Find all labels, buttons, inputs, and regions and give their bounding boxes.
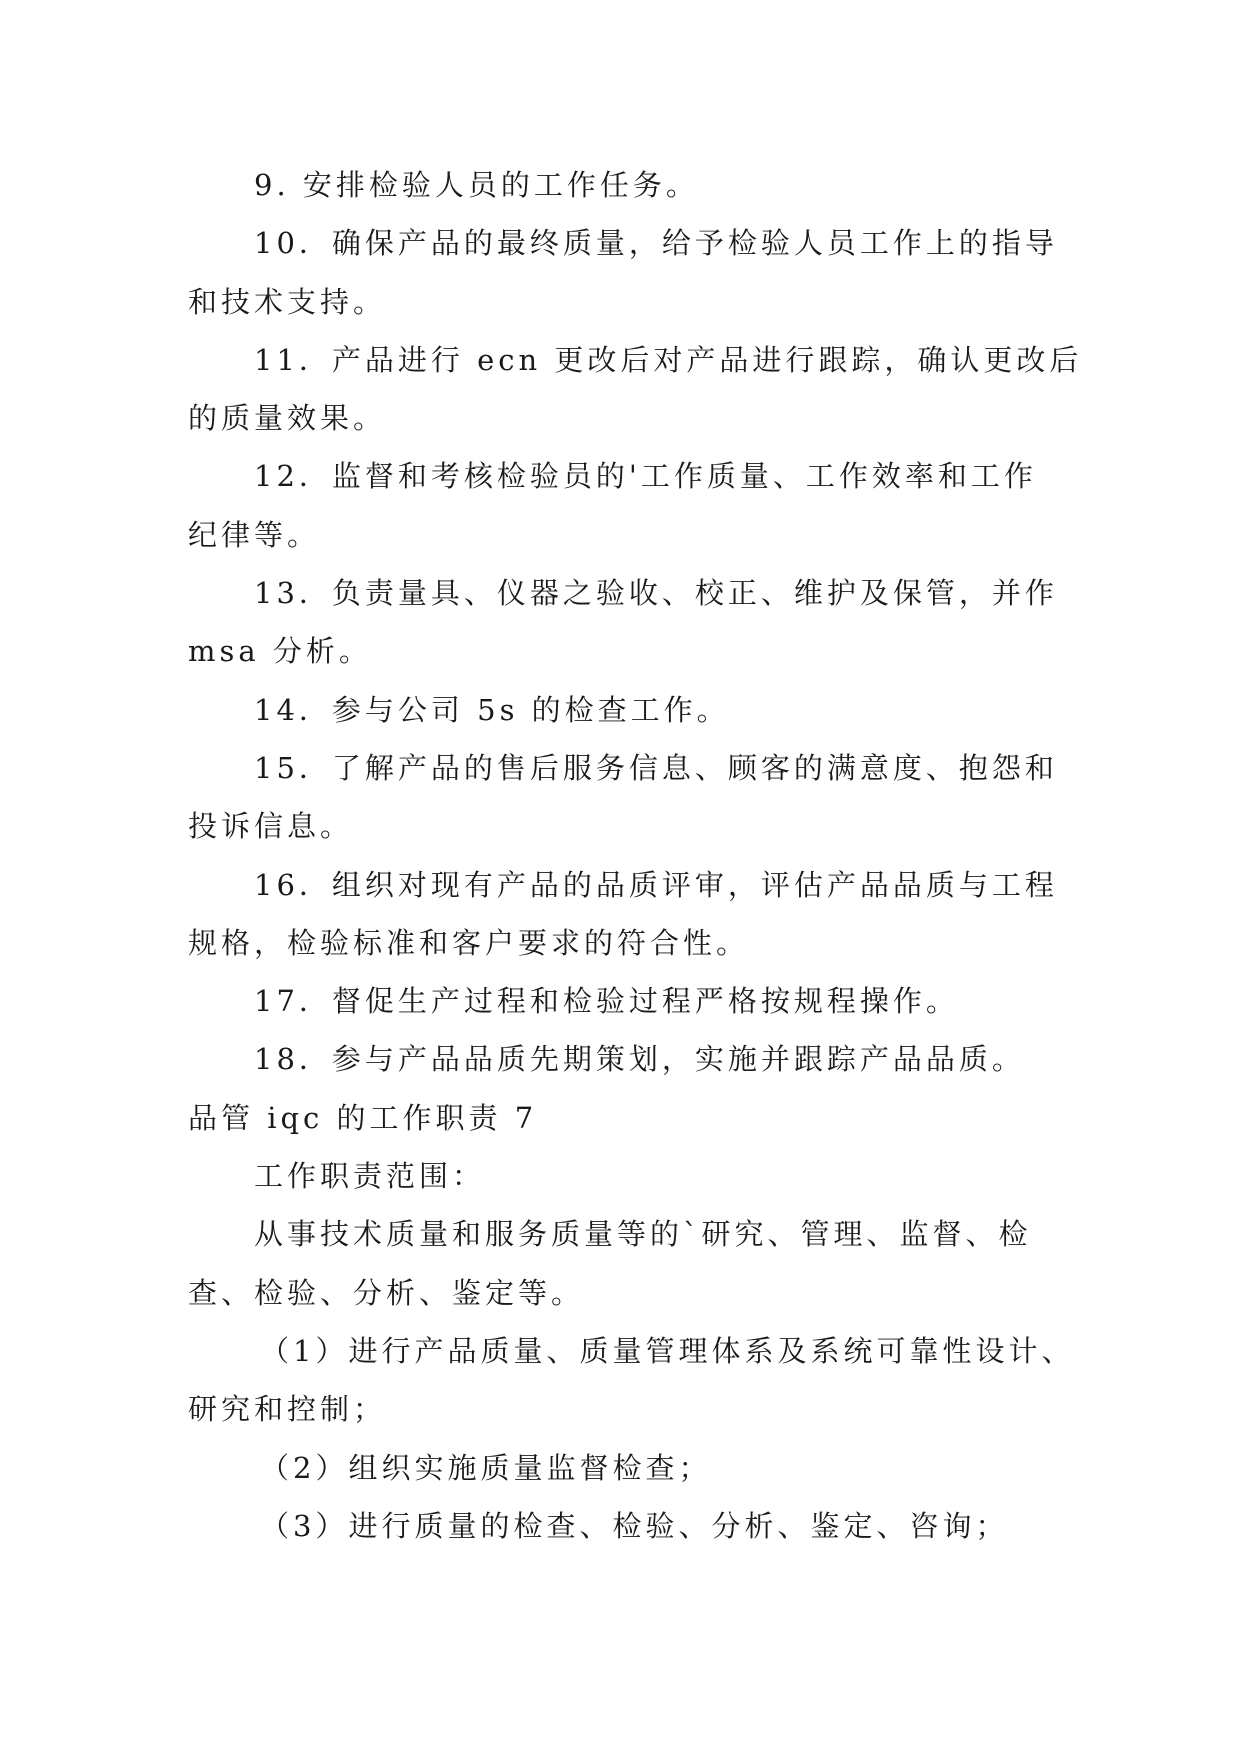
text-line: 18．参与产品品质先期策划，实施并跟踪产品品质。 [254, 1042, 1025, 1077]
text-line: 17．督促生产过程和检验过程严格按规程操作。 [254, 984, 959, 1019]
text-line: 15．了解产品的售后服务信息、顾客的满意度、抱怨和 [254, 750, 1058, 785]
text-line: （1）进行产品质量、质量管理体系及系统可靠性设计、 [260, 1333, 1075, 1368]
text-line: 9. 安排检验人员的工作任务。 [254, 168, 699, 202]
text-line: 11．产品进行 ecn 更改后对产品进行跟踪，确认更改后 [254, 342, 1083, 377]
text-line: （3）进行质量的检查、检验、分析、鉴定、咨询； [260, 1508, 1009, 1543]
text-line: 12．监督和考核检验员的'工作质量、工作效率和工作 [254, 459, 1037, 494]
text-line: 研究和控制； [188, 1392, 387, 1427]
document-body [188, 156, 1083, 1555]
text-line: msa 分析。 [188, 634, 372, 669]
text-line: 规格，检验标准和客户要求的符合性。 [188, 925, 750, 960]
text-line: 14．参与公司 5s 的检查工作。 [254, 692, 730, 727]
text-line: 工作职责范围： [254, 1159, 486, 1194]
text-line: 品管 iqc 的工作职责 7 [188, 1100, 538, 1135]
text-line: 投诉信息。 [188, 809, 354, 844]
text-line: 纪律等。 [188, 517, 321, 552]
text-line: 13．负责量具、仪器之验收、校正、维护及保管，并作 [254, 576, 1058, 611]
text-line: 查、检验、分析、鉴定等。 [188, 1275, 585, 1310]
text-line: 从事技术质量和服务质量等的`研究、管理、监督、检 [254, 1217, 1032, 1252]
text-line: 10．确保产品的最终质量，给予检验人员工作上的指导 [254, 226, 1058, 261]
text-line: 16．组织对现有产品的品质评审，评估产品品质与工程 [254, 867, 1058, 902]
text-line: 的质量效果。 [188, 401, 387, 436]
text-line: 和技术支持。 [188, 284, 387, 319]
text-line: （2）组织实施质量监督检查； [260, 1450, 712, 1485]
